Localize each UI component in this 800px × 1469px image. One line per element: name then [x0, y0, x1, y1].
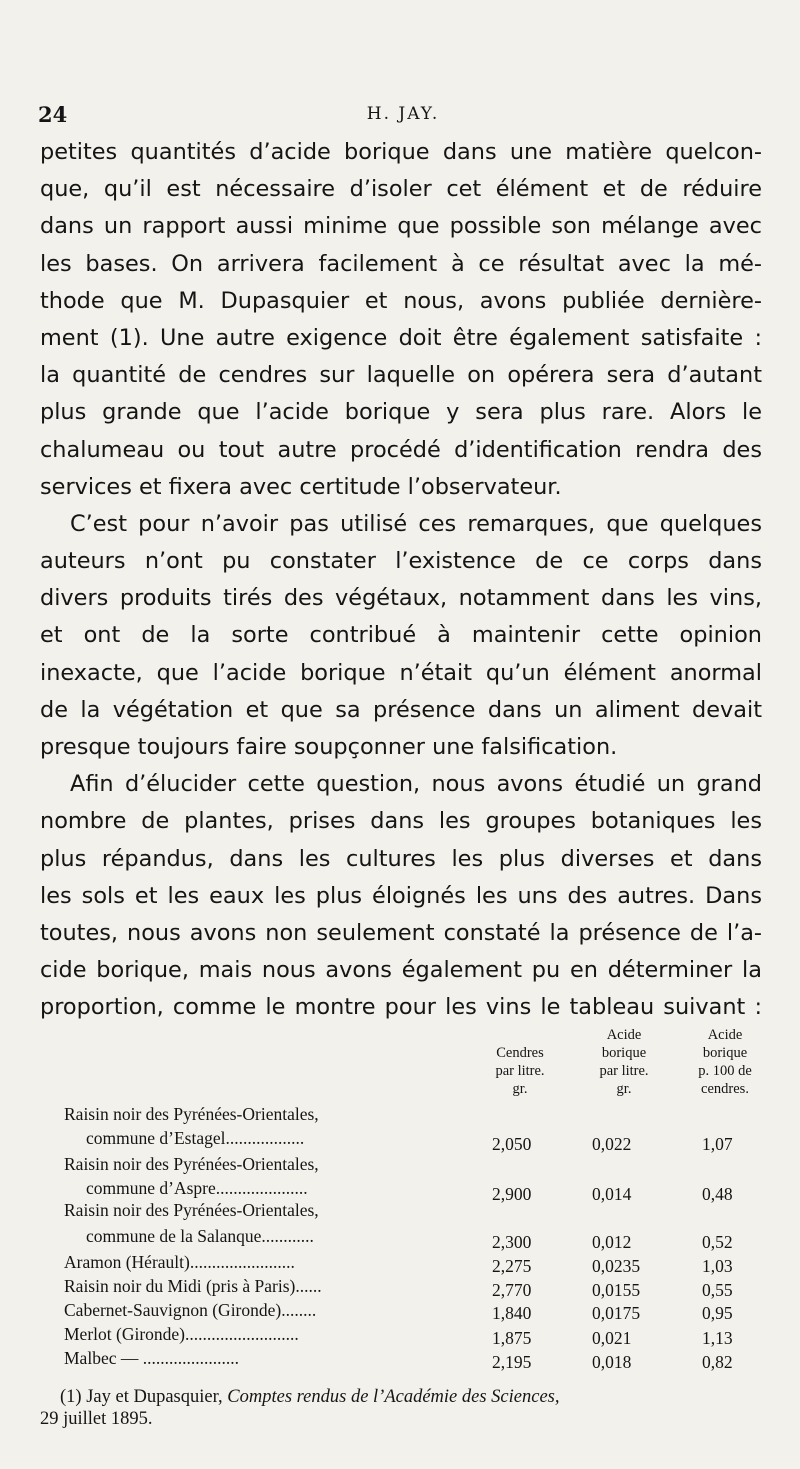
cell-pourcent: 0,52: [702, 1232, 733, 1252]
row-label: commune d’Aspre.....................: [86, 1178, 308, 1198]
row-label: Cabernet-Sauvignon (Gironde)........: [64, 1300, 317, 1320]
text-line: plus grande que l’acide borique y sera plus rare. Alors le: [40, 399, 762, 426]
text-line: et ont de la sorte contribué à maintenir cette opinion: [40, 622, 762, 649]
cell-acide: 0,018: [592, 1352, 632, 1372]
text-line: toutes, nous avons non seulement constaté la présence de l’a-: [40, 919, 762, 946]
cell-acide: 0,012: [592, 1232, 632, 1252]
cell-pourcent: 0,55: [702, 1280, 733, 1300]
text-line: presque toujours faire soupçonner une falsification.: [40, 734, 618, 760]
cell-pourcent: 1,07: [702, 1134, 733, 1154]
cell-pourcent: 1,13: [702, 1328, 733, 1348]
cell-cendres: 2,300: [492, 1232, 532, 1252]
text-line: thode que M. Dupasquier et nous, avons publiée dernière-: [40, 287, 762, 314]
cell-acide: 0,014: [592, 1184, 632, 1204]
cell-cendres: 2,900: [492, 1184, 532, 1204]
text-line: Afin d’élucider cette question, nous avons étudié un grand: [70, 771, 762, 798]
text-line: services et fixera avec certitude l’observateur.: [40, 473, 562, 500]
row-label: commune d’Estagel..................: [86, 1128, 305, 1148]
text-line: ment (1). Une autre exigence doit être également satisfaite :: [40, 324, 762, 351]
text-line: que, qu’il est nécessaire d’isoler cet élément et de réduire: [40, 176, 762, 203]
text-line: nombre de plantes, prises dans les groupes botaniques les: [40, 808, 762, 835]
text-line: divers produits tirés des végétaux, notamment dans les vins,: [40, 585, 762, 612]
footnote-line: [40, 1386, 770, 1408]
footnote-source: Comptes rendus de l’Académie des Sciences,: [227, 1387, 560, 1407]
text-line: les bases. On arrivera facilement à ce résultat avec la mé-: [40, 250, 762, 277]
text-line: plus répandus, dans les cultures les plus diverses et dans: [40, 845, 762, 872]
body-text: [40, 134, 762, 1027]
text-line: auteurs n’ont pu constater l’existence de ce corps dans: [40, 548, 762, 575]
text-line: la quantité de cendres sur laquelle on opérera sera d’autant: [40, 362, 762, 389]
row-label: Aramon (Hérault)........................: [64, 1252, 295, 1272]
cell-pourcent: 0,95: [702, 1303, 733, 1323]
cell-acide: 0,0155: [592, 1280, 641, 1300]
text-line: C’est pour n’avoir pas utilisé ces remarques, que quelques: [70, 510, 762, 537]
row-label: Malbec — ......................: [64, 1348, 239, 1368]
text-line: dans un rapport aussi minime que possible son mélange avec: [40, 213, 762, 240]
row-label: Raisin noir du Midi (pris à Paris)......: [64, 1276, 322, 1296]
row-label: commune de la Salanque............: [86, 1226, 314, 1246]
text-line: chalumeau ou tout autre procédé d’identification rendra des: [40, 436, 762, 463]
cell-cendres: 1,875: [492, 1328, 532, 1348]
cell-cendres: 2,050: [492, 1134, 532, 1154]
cell-pourcent: 1,03: [702, 1256, 733, 1276]
cell-pourcent: 0,48: [702, 1184, 733, 1204]
cell-cendres: 2,195: [492, 1352, 532, 1372]
cell-acide: 0,0235: [592, 1256, 641, 1276]
cell-acide: 0,021: [592, 1328, 632, 1348]
column-header-acide-par-litre: Acide borique par litre. gr.: [599, 1027, 649, 1097]
column-header-acide-pourcent: Acide borique p. 100 de cendres.: [698, 1027, 752, 1097]
text-line: de la végétation et que sa présence dans un aliment devait: [40, 696, 762, 723]
page-number: 24: [38, 102, 68, 127]
row-label: Raisin noir des Pyrénées-Orientales,: [64, 1104, 319, 1124]
text-line: cide borique, mais nous avons également pu en déterminer la: [40, 957, 762, 984]
cell-cendres: 2,275: [492, 1256, 532, 1276]
text-line: inexacte, que l’acide borique n’était qu’un élément anormal: [40, 659, 762, 686]
cell-cendres: 2,770: [492, 1280, 532, 1300]
row-label: Merlot (Gironde)..........................: [64, 1324, 299, 1344]
text-line: proportion, comme le montre pour les vins le tableau suivant :: [40, 994, 762, 1021]
cell-acide: 0,022: [592, 1134, 632, 1154]
row-label: Raisin noir des Pyrénées-Orientales,: [64, 1200, 319, 1220]
column-header-cendres: Cendres par litre. gr.: [495, 1045, 545, 1097]
running-head: H. JAY.: [366, 104, 440, 124]
cell-pourcent: 0,82: [702, 1352, 733, 1372]
footnote-marker: (1): [60, 1387, 82, 1407]
row-label: Raisin noir des Pyrénées-Orientales,: [64, 1154, 319, 1174]
footnote-authors: Jay et Dupasquier,: [86, 1387, 223, 1407]
cell-cendres: 1,840: [492, 1303, 532, 1323]
footnote-date: 29 juillet 1895.: [40, 1409, 153, 1429]
cell-acide: 0,0175: [592, 1303, 641, 1323]
text-line: petites quantités d’acide borique dans une matière quelcon-: [40, 139, 762, 165]
text-line: les sols et les eaux les plus éloignés les uns des autres. Dans: [40, 882, 762, 909]
page-header: [38, 102, 768, 132]
footnote: [40, 1386, 770, 1430]
